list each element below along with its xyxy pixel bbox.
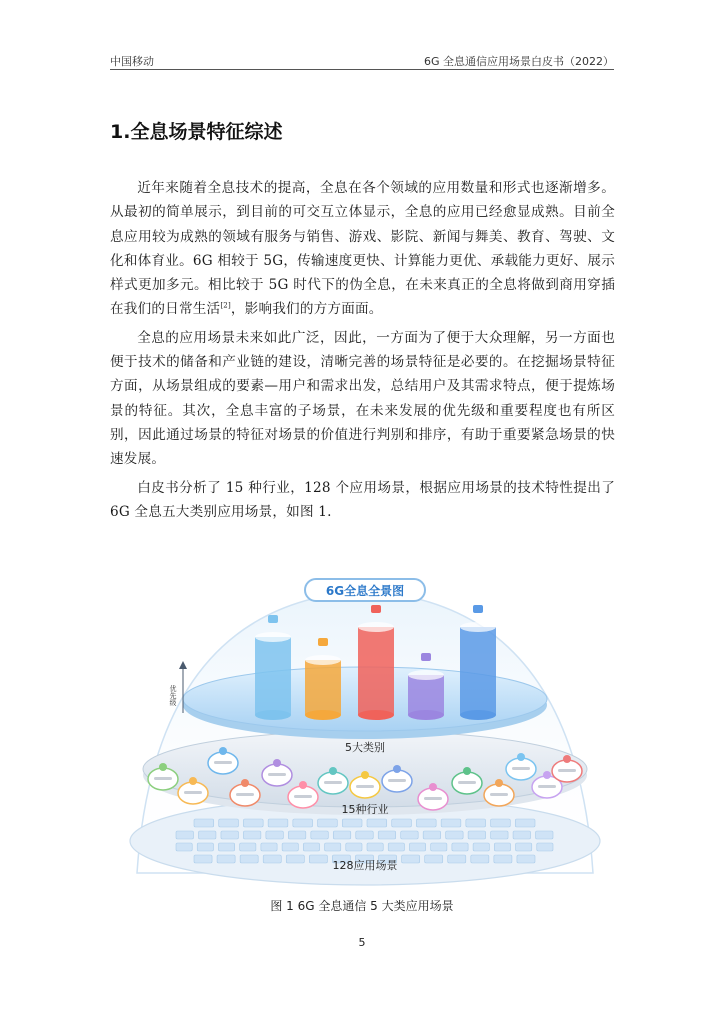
scenario-tile: [388, 843, 404, 851]
bar-icon: [421, 653, 431, 661]
scenario-tile: [333, 831, 350, 839]
bubble-dot: [563, 755, 571, 763]
label-categories: 5大类别: [345, 741, 385, 754]
bar-base: [460, 710, 496, 720]
bar-icon: [318, 638, 328, 646]
scenario-tile: [491, 831, 508, 839]
bubble-text-line: [294, 795, 312, 798]
scenario-tile: [441, 819, 461, 827]
bar-base: [358, 710, 394, 720]
header-right: 6G 全息通信应用场景白皮书（2022）: [423, 55, 614, 68]
bubble-text-line: [356, 785, 374, 788]
bubble-text-line: [512, 767, 530, 770]
bubble-dot: [241, 779, 249, 787]
scenario-tile: [378, 831, 395, 839]
bar-icon: [268, 615, 278, 623]
bubble-dot: [517, 753, 525, 761]
bubble-text-line: [214, 761, 232, 764]
scenario-tile: [401, 831, 418, 839]
bubble-text-line: [424, 797, 442, 800]
scenario-tile: [367, 819, 387, 827]
scenario-tile: [446, 831, 463, 839]
scenario-tile: [266, 831, 283, 839]
bar-body: [358, 627, 394, 715]
scenario-tile: [494, 855, 512, 863]
figure-6g-holographic-panorama: [115, 573, 615, 895]
scenario-tile: [516, 843, 532, 851]
scenario-tile: [268, 819, 288, 827]
scenario-tile: [517, 855, 535, 863]
bubble-text-line: [324, 781, 342, 784]
bubble-text-line: [268, 773, 286, 776]
scenario-tile: [176, 831, 193, 839]
scenario-tile: [303, 843, 319, 851]
scenario-tile: [513, 831, 530, 839]
header-rule: [110, 69, 614, 70]
scenario-tile: [218, 843, 234, 851]
scenario-tile: [342, 819, 362, 827]
bubble-text-line: [490, 793, 508, 796]
paragraph-1: [110, 176, 615, 322]
page-number: 5: [358, 936, 366, 949]
scenario-tile: [221, 831, 238, 839]
bubble-text-line: [558, 769, 576, 772]
scenario-tile: [448, 855, 466, 863]
scenario-tile: [466, 819, 486, 827]
bubble-dot: [189, 777, 197, 785]
bubble-dot: [393, 765, 401, 773]
scenario-tile: [367, 843, 383, 851]
scenario-tile: [217, 855, 235, 863]
bubble-dot: [273, 759, 281, 767]
scenario-tile: [240, 855, 258, 863]
scenario-tile: [423, 831, 440, 839]
scenario-tile: [309, 855, 327, 863]
bubble-dot: [429, 783, 437, 791]
scenario-tile: [473, 843, 489, 851]
scenario-tile: [194, 819, 214, 827]
bar-cap: [460, 622, 496, 632]
scenario-tile: [515, 819, 535, 827]
scenario-tile: [318, 819, 338, 827]
scenario-tile: [261, 843, 277, 851]
label-scenarios: 128应用场景: [332, 859, 398, 872]
bubble-text-line: [458, 781, 476, 784]
bar-cap: [255, 632, 291, 642]
scenario-tile: [537, 843, 553, 851]
scenario-tile: [494, 843, 510, 851]
bubble-text-line: [184, 791, 202, 794]
paragraph-3: 白皮书分析了 15 种行业，128 个应用场景，根据应用场景的技术特性提出了 6G 全息五大类别应用场景，如图 1.: [110, 479, 615, 520]
scenario-tile: [286, 855, 304, 863]
scenario-tile: [431, 843, 447, 851]
bar-base: [255, 710, 291, 720]
scenario-tile: [402, 855, 420, 863]
scenario-tile: [392, 819, 412, 827]
scenario-tile: [346, 843, 362, 851]
scenario-tile: [536, 831, 553, 839]
bar-body: [408, 675, 444, 715]
paragraph-2: 全息的应用场景未来如此广泛，因此，一方面为了便于大众理解，另一方面也便于技术的储备和产业链的建设，清晰完善的场景特征是必要的。在挖掘场景特征方面，从场景组成的要素—用户和需求出发，总结用户及其需求特点，便于提炼场景的特征。其次，全息丰富的子场景，在未来发展的优先级和重要程度也有所区别，因此通过场景的特征对场景的价值进行判别和排序，有助于重要紧急场景的快速发展。: [110, 329, 615, 468]
bubble-text-line: [236, 793, 254, 796]
citation-ref[interactable]: [2]: [220, 301, 231, 310]
scenario-tile: [416, 819, 436, 827]
scenario-tile: [293, 819, 313, 827]
scenario-tile: [197, 843, 213, 851]
bar-cap: [408, 670, 444, 680]
scenario-tile: [491, 819, 511, 827]
bar-icon: [371, 605, 381, 613]
bar-cap: [358, 622, 394, 632]
priority-arrowhead: [179, 661, 187, 669]
scenario-tile: [311, 831, 328, 839]
scenario-tile: [288, 831, 305, 839]
bar-base: [305, 710, 341, 720]
bar-body: [460, 627, 496, 715]
bubble-dot: [495, 779, 503, 787]
scenario-tile: [468, 831, 485, 839]
bar-icon: [473, 605, 483, 613]
label-industries: 15种行业: [341, 803, 389, 816]
bar-cap: [305, 655, 341, 665]
scenario-tile: [425, 855, 443, 863]
bubble-dot: [329, 767, 337, 775]
body-text: [110, 176, 615, 528]
bar-body: [255, 637, 291, 715]
priority-label: 优先级: [169, 685, 177, 706]
scenario-tile: [240, 843, 256, 851]
scenario-tile: [263, 855, 281, 863]
figure-illustration: [115, 573, 615, 895]
bubble-dot: [463, 767, 471, 775]
scenario-tile: [356, 831, 373, 839]
bubble-dot: [543, 771, 551, 779]
bubble-dot: [219, 747, 227, 755]
scenario-tile: [471, 855, 489, 863]
scenario-tile: [176, 843, 192, 851]
bubble-dot: [159, 763, 167, 771]
paragraph-1-text: 近年来随着全息技术的提高，全息在各个领域的应用数量和形式也逐渐增多。从最初的简单展示，到目前的可交互立体显示，全息的应用已经愈显成熟。目前全息应用较为成熟的领域有服务与销售、游戏、影院、新闻与舞美、教育、驾驶、文化和体育业。6G 相较于 5G，传输速度更快、计算能力更优、承载能力更好、展示样式更加多元。相比较于 5G 时代下的伪全息，在未来真正的全息将做到商用穿插在我们的日常生活: [110, 180, 615, 318]
scenario-tile: [198, 831, 215, 839]
scenario-tile: [325, 843, 341, 851]
scenario-tile: [452, 843, 468, 851]
section-title: 1.全息场景特征综述: [110, 121, 283, 143]
figure-caption: 图 1 6G 全息通信 5 大类应用场景: [270, 899, 454, 913]
bar-body: [305, 660, 341, 715]
bubble-text-line: [388, 779, 406, 782]
paragraph-1-tail: ，影响我们的方方面面。: [230, 301, 383, 318]
running-header: [110, 49, 614, 69]
bubble-text-line: [154, 777, 172, 780]
bubble-dot: [299, 781, 307, 789]
scenario-tile: [243, 831, 260, 839]
scenario-tile: [194, 855, 212, 863]
bubble-dot: [361, 771, 369, 779]
bubble-text-line: [538, 785, 556, 788]
scenario-tile: [282, 843, 298, 851]
scenario-tile: [219, 819, 239, 827]
scenario-tile: [243, 819, 263, 827]
header-left: 中国移动: [110, 55, 154, 68]
scenario-tile: [409, 843, 425, 851]
bar-base: [408, 710, 444, 720]
banner-text: 6G全息全景图: [325, 584, 405, 598]
